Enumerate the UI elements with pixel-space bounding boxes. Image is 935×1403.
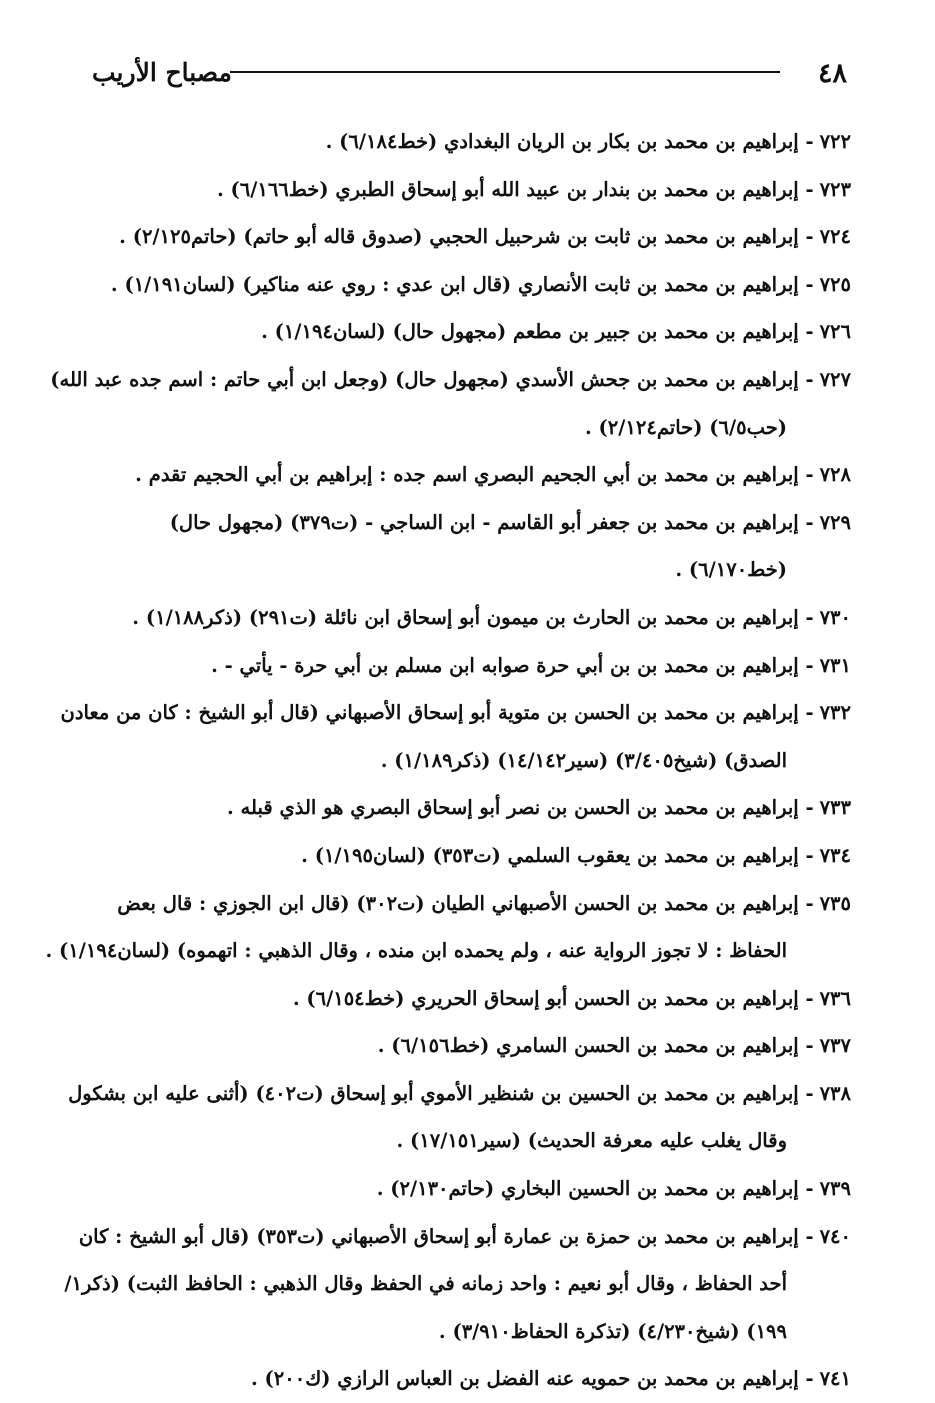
entry-line: [68, 1070, 851, 1118]
entry-dash: -: [798, 320, 814, 344]
entry-text: إبراهيم بن محمد بن جبير بن مطعم (مجهول حال) (لسان١/١٩٤) .: [261, 320, 799, 344]
entry: [68, 784, 851, 832]
entry-text: الحفاظ : لا تجوز الرواية عنه ، ولم يحمده ابن منده ، وقال الذهبي : اتهموه) (لسان١/١٩٤) .: [45, 939, 787, 963]
entry-number: ٧٣٣: [819, 796, 851, 820]
entry-text: إبراهيم بن محمد بن الحسن أبو إسحاق الحريري (خط٦/١٥٤) .: [292, 986, 799, 1010]
entry-text: إبراهيم بن محمد بن الحسن الأصبهاني الطيان (ت٣٠٢) (قال ابن الجوزي : قال بعض: [117, 891, 799, 915]
entry-text: ١٩٩) (شيخ٤/٢٣٠) (تذكرة الحفاظ٣/٩١٠) .: [438, 1319, 787, 1343]
entry-line: [68, 594, 851, 642]
entry-line: [68, 1165, 851, 1213]
header-rule: [230, 71, 780, 73]
entry: [68, 1022, 851, 1070]
entry-number: ٧٢٧: [819, 367, 851, 391]
entry-text: إبراهيم بن محمد بن بن أبي حرة صوابه ابن مسلم بن أبي حرة - يأتي - .: [211, 653, 799, 677]
entry-number: ٧٣١: [819, 653, 851, 677]
entry-number: ٧٢٣: [819, 177, 851, 201]
entry: [68, 213, 851, 261]
entry: [68, 118, 851, 166]
entry-line: [68, 499, 851, 547]
entry-text: وقال يغلب عليه معرفة الحديث) (سير١٧/١٥١) .: [396, 1129, 787, 1153]
entry: [68, 451, 851, 499]
entry: [68, 594, 851, 642]
entry-dash: -: [798, 1034, 814, 1058]
entry: [68, 1070, 851, 1165]
entry-dash: -: [798, 701, 814, 725]
entry-continuation-line: [68, 1308, 851, 1356]
entry-text: إبراهيم بن محمد بن ثابت بن شرحبيل الحجبي (صدوق قاله أبو حاتم) (حاتم٢/١٢٥) .: [119, 225, 799, 249]
entry-dash: -: [798, 986, 814, 1010]
entry-number: ٧٤١: [819, 1367, 851, 1391]
entry-text: إبراهيم بن محمد بن أبي الجحيم البصري اسم جده : إبراهيم بن أبي الحجيم تقدم .: [135, 463, 799, 487]
entry-continuation-line: [64, 1260, 851, 1308]
entry-continuation-line: [68, 404, 851, 452]
entry-dash: -: [798, 177, 814, 201]
entry-line: [68, 880, 851, 928]
entry-dash: -: [798, 130, 814, 153]
entry-continuation-line: [68, 737, 851, 785]
entry-number: ٧٣٤: [819, 843, 851, 867]
entry-text: إبراهيم بن محمد بن الحسن السامري (خط٦/١٥٦) .: [377, 1034, 799, 1058]
entry-line: [68, 832, 851, 880]
entry: [68, 1355, 851, 1403]
entry-number: ٧٣٥: [819, 891, 851, 915]
page-header: [60, 52, 875, 98]
entry-text: إبراهيم بن محمد بن جحش الأسدي (مجهول حال) (وجعل ابن أبي حاتم : اسم جده عبد الله): [50, 367, 799, 391]
entry-number: ٧٢٦: [819, 320, 851, 344]
entry-line: [68, 213, 851, 261]
entry-dash: -: [798, 272, 814, 296]
entry-number: ٧٣٢: [819, 701, 851, 725]
entry-number: ٧٣٦: [819, 986, 851, 1010]
entry-continuation-line: [45, 927, 851, 975]
entry: [50, 356, 851, 451]
entry: [68, 499, 851, 594]
entry-text: إبراهيم بن محمد بن حمزة بن عمارة أبو إسحاق الأصبهاني (ت٣٥٣) (قال أبو الشيخ : كان: [78, 1224, 799, 1248]
entry-line: [68, 642, 851, 690]
entry-number: ٧٤٠: [819, 1224, 851, 1248]
entry: [45, 880, 851, 975]
entry-number: ٧٢٥: [819, 272, 851, 296]
entry-text: إبراهيم بن محمد بن بندار بن عبيد الله أبو إسحاق الطبري (خط٦/١٦٦) .: [216, 177, 799, 201]
entry-dash: -: [798, 653, 814, 677]
entry-text: إبراهيم بن محمد بن يعقوب السلمي (ت٣٥٣) (لسان١/١٩٥) .: [301, 843, 799, 867]
entry: [68, 642, 851, 690]
entry-text: (خط٦/١٧٠) .: [675, 558, 787, 582]
entry-line: [68, 1022, 851, 1070]
entry-dash: -: [798, 605, 814, 629]
entry-text: إبراهيم بن محمد بن جعفر أبو القاسم - ابن الساجي - (ت٣٧٩) (مجهول حال): [169, 510, 799, 534]
entry-dash: -: [798, 367, 814, 391]
entry: [68, 308, 851, 356]
page-number: ٤٨: [817, 58, 847, 89]
entry-text: إبراهيم بن محمد بن بكار بن الريان البغدادي (خط٦/١٨٤) .: [325, 130, 799, 153]
entry-line: [68, 166, 851, 214]
entry-line: [50, 356, 851, 404]
book-title: مصباح الأريب: [92, 58, 232, 87]
entry-dash: -: [798, 1367, 814, 1391]
entry-line: [68, 784, 851, 832]
entry-line: [68, 975, 851, 1023]
entry: [68, 832, 851, 880]
entry-number: ٧٢٤: [819, 225, 851, 249]
entry-dash: -: [798, 1177, 814, 1201]
entry-number: ٧٢٨: [819, 463, 851, 487]
entry-dash: -: [798, 225, 814, 249]
entry-line: [68, 261, 851, 309]
entry-list: [45, 118, 851, 1403]
entry-text: إبراهيم بن محمد بن الحسن بن نصر أبو إسحاق البصري هو الذي قبله .: [226, 796, 799, 820]
entry-number: ٧٣٧: [819, 1034, 851, 1058]
entry-line: [68, 308, 851, 356]
entry-dash: -: [798, 510, 814, 534]
entry-line: [68, 118, 851, 166]
entry-dash: -: [798, 843, 814, 867]
entry-text: إبراهيم بن محمد بن ثابت الأنصاري (قال ابن عدي : روي عنه مناكير) (لسان١/١٩١) .: [110, 272, 799, 296]
entry-dash: -: [798, 1224, 814, 1248]
entry-line: [68, 451, 851, 499]
entry-dash: -: [798, 463, 814, 487]
entry-number: ٧٢٩: [819, 510, 851, 534]
entry-text: إبراهيم بن محمد بن الحسن بن متوية أبو إسحاق الأصبهاني (قال أبو الشيخ : كان من معادن: [60, 701, 799, 725]
entry-text: (حب٦/٥) (حاتم٢/١٢٤) .: [584, 415, 787, 439]
entry-line: [68, 1213, 851, 1261]
entry: [68, 975, 851, 1023]
entry-line: [68, 1355, 851, 1403]
entry-dash: -: [798, 796, 814, 820]
entry: [68, 261, 851, 309]
entry: [68, 1165, 851, 1213]
entry: [68, 166, 851, 214]
entry-dash: -: [798, 1081, 814, 1105]
entry-number: ٧٣٠: [819, 605, 851, 629]
entry-text: أحد الحفاظ ، وقال أبو نعيم : واحد زمانه في الحفظ وقال الذهبي : الحافظ الثبت) (ذكر١/: [64, 1272, 787, 1296]
entry-text: الصدق) (شيخ٣/٤٠٥) (سير١٤/١٤٢) (ذكر١/١٨٩) .: [380, 748, 787, 772]
entry: [60, 689, 851, 784]
entry-number: ٧٣٨: [819, 1081, 851, 1105]
entry-dash: -: [798, 891, 814, 915]
entry-number: ٧٢٢: [819, 130, 851, 153]
entry-text: إبراهيم بن محمد بن الحسين بن شنظير الأموي أبو إسحاق (ت٤٠٢) (أثنى عليه ابن بشكول: [68, 1081, 799, 1105]
entry-continuation-line: [68, 546, 851, 594]
entry-line: [60, 689, 851, 737]
entry-text: إبراهيم بن محمد بن الحارث بن ميمون أبو إسحاق ابن نائلة (ت٢٩١) (ذكر١/١٨٨) .: [132, 605, 799, 629]
entry-number: ٧٣٩: [819, 1177, 851, 1201]
entry-text: إبراهيم بن محمد بن الحسين البخاري (حاتم٢/١٣٠) .: [376, 1177, 799, 1201]
entry: [64, 1213, 851, 1356]
entry-text: إبراهيم بن محمد بن حمويه عنه الفضل بن العباس الرازي (ك٢٠٠) .: [250, 1367, 799, 1391]
entry-continuation-line: [68, 1117, 851, 1165]
